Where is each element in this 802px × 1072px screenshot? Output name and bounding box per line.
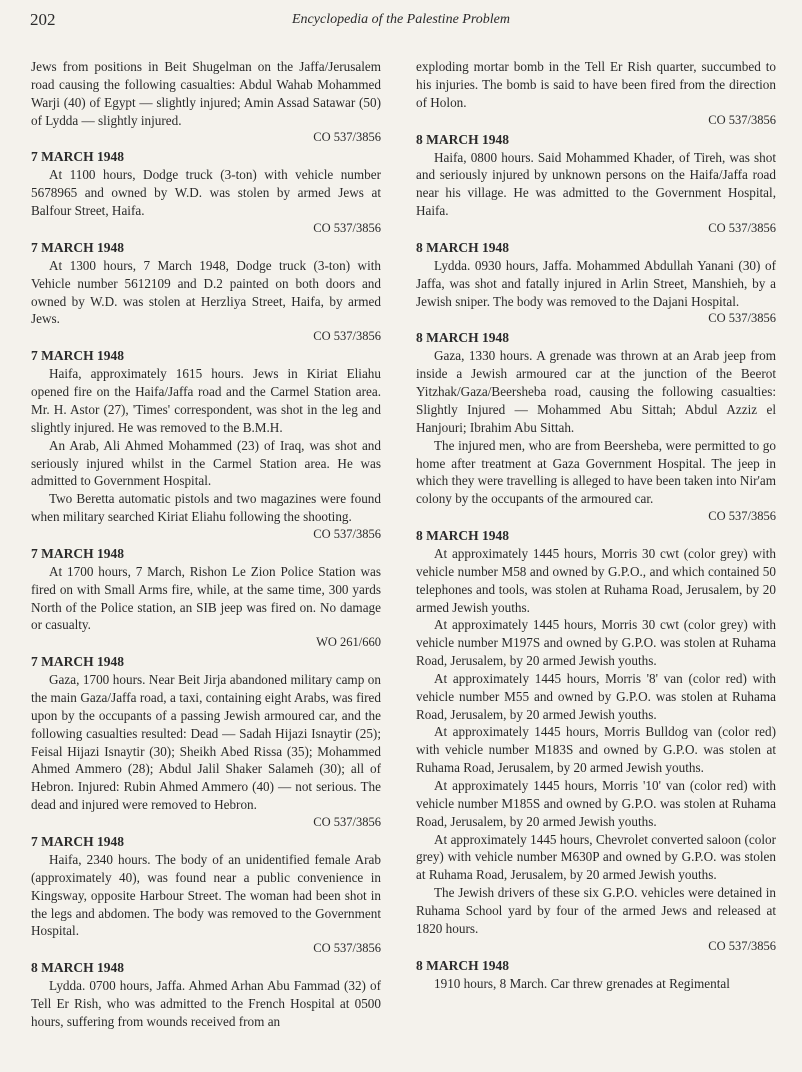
entry-date: 7 MARCH 1948 — [31, 239, 124, 255]
log-entry — [31, 58, 381, 146]
source-reference: CO 537/3856 — [313, 526, 381, 541]
entry-paragraph: At approximately 1445 hours, Morris 30 cwt (color grey) with vehicle number M58 and owned by G.P.O., and which contained 50 telephones and tools, was stolen at Ruhama Road, Jerusalem, by 20 armed Jewish youths. — [416, 546, 776, 615]
entry-paragraph: At 1700 hours, 7 March, Rishon Le Zion Police Station was fired on with Small Arms fire, while, at the same time, 300 yards North of the Police station, an SIB jeep was fired on. No damage or casualty. — [31, 563, 381, 633]
entry-paragraph: Jews from positions in Beit Shugelman on the Jaffa/Jerusalem road causing the following casualties: Abdul Wahab Mohammed Warji (40) of Egypt — slightly injured; Amin Assad Satawar (50) of Lydda — slightly injured. — [31, 59, 381, 128]
log-entry — [31, 545, 381, 651]
entry-paragraph: An Arab, Ali Ahmed Mohammed (23) of Iraq, was shot and seriously injured whilst in the Carmel Station area. He was admitted to Government Hospital. — [31, 437, 381, 489]
right-column — [416, 58, 776, 992]
entry-paragraph: 1910 hours, 8 March. Car threw grenades at Regimental — [434, 975, 730, 991]
source-reference: CO 537/3856 — [313, 329, 381, 344]
log-entry — [416, 527, 776, 955]
entry-date: 8 MARCH 1948 — [416, 957, 509, 973]
entry-date: 7 MARCH 1948 — [31, 348, 124, 364]
entry-paragraph: Lydda. 0700 hours, Jaffa. Ahmed Arhan Abu Fammad (32) of Tell Er Rish, who was admitted to the French Hospital at 0500 hours, suffering from wounds received from an — [31, 978, 381, 1029]
entry-paragraph: Lydda. 0930 hours, Jaffa. Mohammed Abdullah Yanani (30) of Jaffa, was shot and fatally injured in Arlin Street, Manshieh, by a Jewish sniper. The body was removed to the Dajani Hospital. — [416, 257, 776, 309]
entry-paragraph: The injured men, who are from Beersheba, were permitted to go home after treatment at Gaza Government Hospital. The jeep in which they were travelling is alleged to have been taken into Nir'am colony by the occupants of the armoured car. — [416, 437, 776, 507]
source-reference: CO 537/3856 — [708, 509, 776, 524]
entry-date: 7 MARCH 1948 — [31, 149, 124, 165]
entry-date: 8 MARCH 1948 — [416, 330, 509, 346]
entry-date: 8 MARCH 1948 — [416, 131, 509, 147]
entry-paragraph: Two Beretta automatic pistols and two magazines were found when military searched Kiriat Eliahu following the shooting. — [31, 491, 381, 525]
log-entry — [31, 347, 381, 543]
log-entry — [416, 239, 776, 328]
log-entry — [416, 957, 776, 993]
entry-paragraph: At approximately 1445 hours, Morris '10' van (color red) with vehicle number M185S and owned by G.P.O. was stolen at Ruhama Road, Jerusalem, by 20 armed Jewish youths. — [416, 778, 776, 829]
entry-paragraph: At approximately 1445 hours, Chevrolet converted saloon (color grey) with vehicle number M630P and owned by G.P.O. was stolen at Ruhama Road, Jerusalem, by 20 armed Jewish youths. — [416, 831, 776, 883]
entry-paragraph: Gaza, 1330 hours. A grenade was thrown at an Arab jeep from inside a Jewish armoured car at the junction of the Beerot Yitzhak/Gaza/Beersheba road, causing the following casualties: Slightly Injured — Mohammed Abu Sittah; Abdul Azziz el Hanjouri; Ibrahim Abu Sittah. — [416, 348, 776, 435]
page-number: 202 — [30, 10, 56, 29]
entry-paragraph: exploding mortar bomb in the Tell Er Rish quarter, succumbed to his injuries. The bomb is said to have been fired from the direction of Holon. — [416, 59, 776, 110]
entry-paragraph: Haifa, 0800 hours. Said Mohammed Khader, of Tireh, was shot and seriously injured by unknown persons on the Haifa/Jaffa road near his village. He was admitted to the Government Hospital, Haifa. — [416, 149, 776, 219]
entry-date: 7 MARCH 1948 — [31, 834, 124, 849]
log-entry — [416, 58, 776, 129]
entry-date: 7 MARCH 1948 — [31, 654, 124, 670]
entry-paragraph: Haifa, approximately 1615 hours. Jews in Kiriat Eliahu opened fire on the Haifa/Jaffa road and the Carmel Station area. Mr. H. Astor (27), 'Times' correspondent, was shot in the leg and slightly injured. He was removed to the B.M.H. — [31, 366, 381, 435]
entry-paragraph: At approximately 1445 hours, Morris Bulldog van (color red) with vehicle number M183S and owned by G.P.O. was stolen at Ruhama Road, Jerusalem, by 20 armed Jewish youths. — [416, 724, 776, 776]
entry-date: 8 MARCH 1948 — [31, 960, 124, 976]
log-entry — [31, 653, 381, 831]
log-entry — [31, 833, 381, 957]
source-reference: CO 537/3856 — [708, 311, 776, 326]
entry-paragraph: Haifa, 2340 hours. The body of an unidentified female Arab (approximately 40), was found near a public convenience in Kingsway, opposite Harbour Street. The woman had been shot in the legs and abdomen. The body was removed to the Government Hospital. — [31, 852, 381, 939]
log-entry — [31, 148, 381, 237]
source-reference: CO 537/3856 — [313, 130, 381, 145]
source-reference: CO 537/3856 — [708, 220, 776, 235]
entry-paragraph: At 1100 hours, Dodge truck (3-ton) with vehicle number 5678965 and owned by W.D. was stolen by armed Jews at Balfour Street, Haifa. — [31, 167, 381, 219]
source-reference: CO 537/3856 — [708, 112, 776, 127]
running-title: Encyclopedia of the Palestine Problem — [292, 12, 510, 27]
log-entry — [416, 131, 776, 237]
entry-paragraph: Gaza, 1700 hours. Near Beit Jirja abandoned military camp on the main Gaza/Jaffa road, a taxi, containing eight Arabs, was fired upon by the occupants of a passing Jewish armoured car, and the following casualties resulted: Dead — Sadah Hijazi Isnaytir (25); Feisal Hijazi Isnaytir (30); Sheikh Abed Rissa (35); Mohammed Ahmed Ammero (28); Abdul Jalil Shaker Salameh (30); all of Hebron. Injured: Rubin Ahmed Ammero (40) — not serious. The dead and injured were removed to Hebron. — [31, 672, 381, 813]
source-reference: CO 537/3856 — [313, 815, 381, 829]
entry-paragraph: At 1300 hours, 7 March 1948, Dodge truck (3-ton) with Vehicle number 5612109 and D.2 painted on both doors and owned by W.D. was stolen at Herzliya Street, Haifa, by armed Jews. — [31, 257, 381, 327]
left-column — [31, 58, 381, 1031]
entry-date: 7 MARCH 1948 — [31, 545, 124, 561]
source-reference: WO 261/660 — [316, 635, 381, 650]
source-reference: CO 537/3856 — [708, 938, 776, 953]
source-reference: CO 537/3856 — [313, 941, 381, 956]
log-entry — [31, 959, 381, 1031]
entry-date: 8 MARCH 1948 — [416, 528, 509, 544]
source-reference: CO 537/3856 — [313, 220, 381, 235]
page-header — [30, 10, 772, 34]
entry-date: 8 MARCH 1948 — [416, 239, 509, 255]
log-entry — [31, 239, 381, 345]
entry-paragraph: At approximately 1445 hours, Morris '8' van (color red) with vehicle number M55 and owned by G.P.O. was stolen at Ruhama Road, Jerusalem, by 20 armed Jewish youths. — [416, 670, 776, 722]
entry-paragraph: At approximately 1445 hours, Morris 30 cwt (color grey) with vehicle number M197S and owned by G.P.O. was stolen at Ruhama Road, Jerusalem, by 20 armed Jewish youths. — [416, 617, 776, 669]
log-entry — [416, 329, 776, 525]
entry-paragraph: The Jewish drivers of these six G.P.O. vehicles were detained in Ruhama School yard by four of the armed Jews and released at 1820 hours. — [416, 885, 776, 936]
